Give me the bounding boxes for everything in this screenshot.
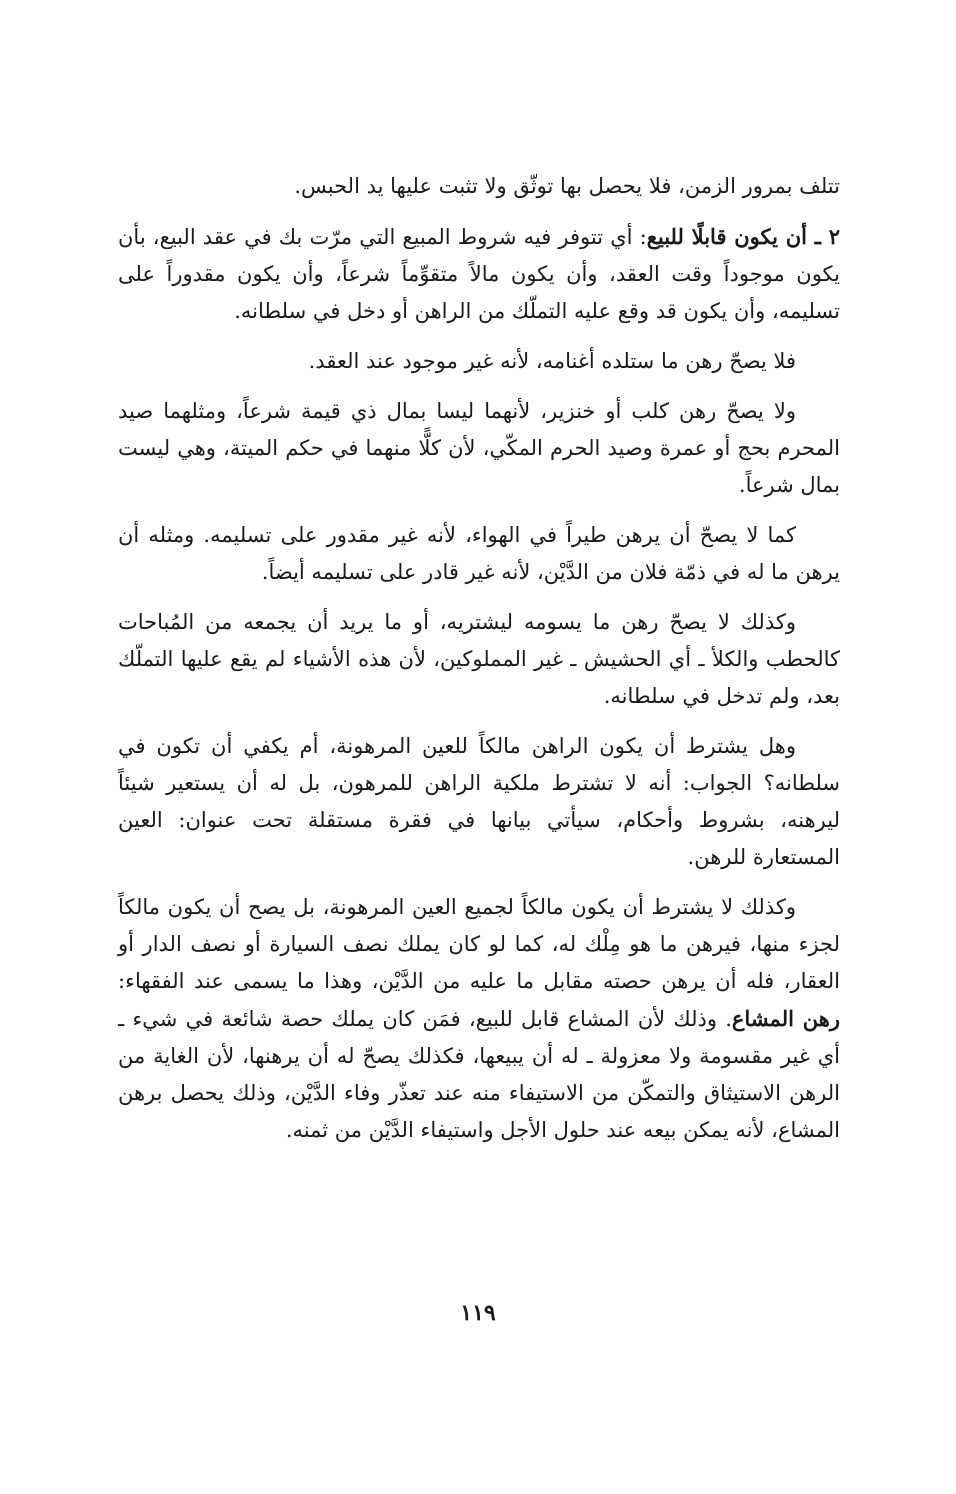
- condition-heading: ٢ ـ أن يكون قابلًا للبيع: [646, 224, 840, 249]
- paragraph-condition-2: [118, 218, 840, 330]
- page-number: ١١٩: [460, 1300, 496, 1326]
- paragraph-example-non-valuable: ولا يصحّ رهن كلب أو خنزير، لأنهما ليسا بمال ذي قيمة شرعاً، ومثلهما صيد المحرم بحج أو عمرة وصيد الحرم المكّي، لأن كلًّا منهما في حكم الميتة، وهي ليست بمال شرعاً.: [118, 399, 840, 497]
- shared-ownership-text-before: وكذلك لا يشترط أن يكون مالكاً لجميع العين المرهونة، بل يصح أن يكون مالكاً لجزء منها، فيرهن ما هو مِلْك له، كما لو كان يملك نصف السيارة أو نصف الدار أو العقار، فله أن يرهن حصته مقابل ما عليه من الدَّيْن، وهذا ما يسمى عند الفقهاء:: [118, 895, 840, 993]
- page-body: [118, 168, 840, 1162]
- shared-ownership-term: رهن المشاع: [731, 1006, 840, 1031]
- paragraph-example-undeliverable: كما لا يصحّ أن يرهن طيراً في الهواء، لأنه غير مقدور على تسليمه. ومثله أن يرهن ما له في ذمّة فلان من الدَّيْن، لأنه غير قادر على تسليمه أيضاً.: [118, 523, 840, 584]
- paragraph-continuation: تتلف بمرور الزمن، فلا يحصل بها توثّق ولا تثبت عليها يد الحبس.: [294, 174, 840, 198]
- condition-text: : أي تتوفر فيه شروط المبيع التي مرّت بك في عقد البيع، بأن يكون موجوداً وقت العقد، وأن يكون مالاً متقوِّماً شرعاً، وأن يكون مقدوراً على تسليمه، وأن يكون قد وقع عليه التملّك من الراهن أو دخل في سلطانه.: [118, 225, 840, 323]
- paragraph-example-unborn: فلا يصحّ رهن ما ستلده أغنامه، لأنه غير موجود عند العقد.: [308, 349, 796, 373]
- paragraph-example-unowned: وكذلك لا يصحّ رهن ما يسومه ليشتريه، أو ما يريد أن يجمعه من المُباحات كالحطب والكلأ ـ أي الحشيش ـ غير المملوكين، لأن هذه الأشياء لم يقع عليها التملّك بعد، ولم تدخل في سلطانه.: [118, 610, 840, 708]
- paragraph-shared-ownership: [118, 889, 840, 1149]
- paragraph-ownership-question: وهل يشترط أن يكون الراهن مالكاً للعين المرهونة، أم يكفي أن تكون في سلطانه؟ الجواب: أنه لا تشترط ملكية الراهن للمرهون، بل له أن يستعير شيئاً ليرهنه، بشروط وأحكام، سيأتي بيانها في فقرة مستقلة تحت عنوان: العين المستعارة للرهن.: [118, 734, 840, 869]
- shared-ownership-text-after: . وذلك لأن المشاع قابل للبيع، فمَن كان يملك حصة شائعة في شيء ـ أي غير مقسومة ولا معزولة ـ له أن يبيعها، فكذلك يصحّ له أن يرهنها، لأن الغاية من الرهن الاستيثاق والتمكّن من الاستيفاء منه عند تعذّر وفاء الدَّيْن، وذلك يحصل برهن المشاع، لأنه يمكن بيعه عند حلول الأجل واستيفاء الدَّيْن من ثمنه.: [118, 1007, 840, 1142]
